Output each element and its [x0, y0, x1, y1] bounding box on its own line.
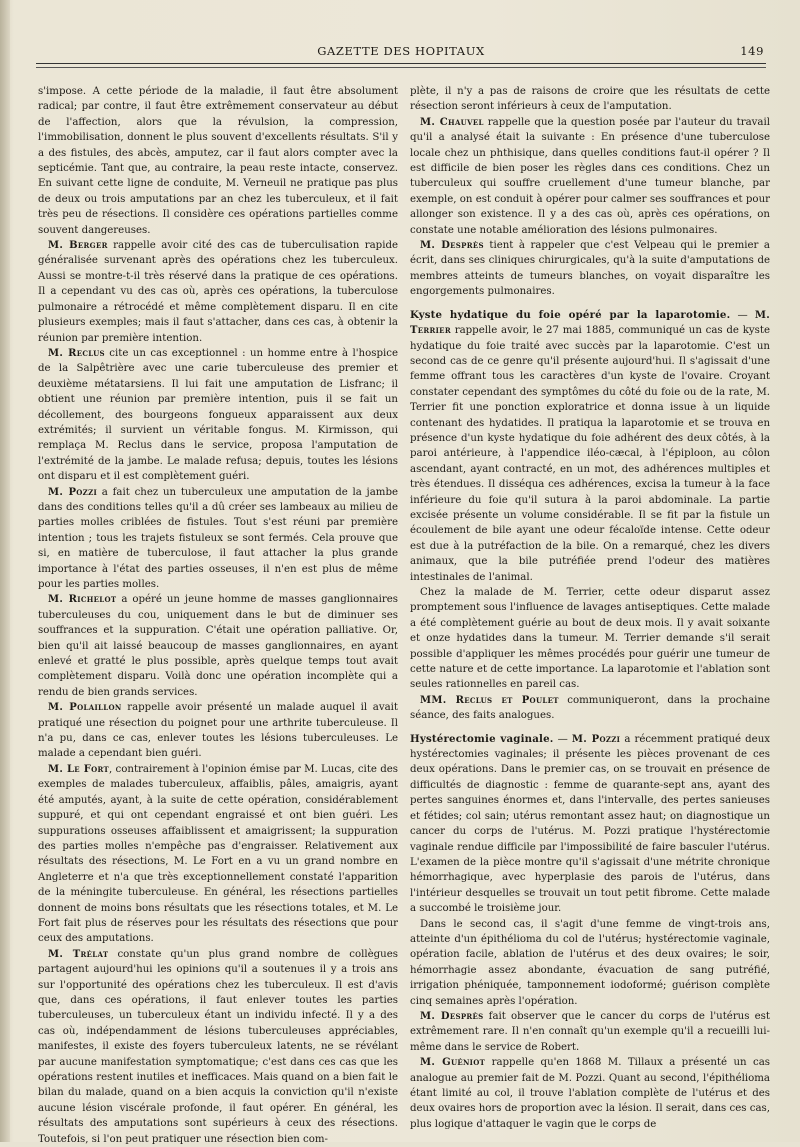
paragraph [38, 238, 398, 346]
section-paragraph [410, 732, 770, 917]
paragraph-text: cite un cas exceptionnel : un homme entre à l'hospice de la Salpêtrière avec une carie tuberculeuse des premier et deuxième métatarsiens. Il lui fait une amputation de Lisfranc; il obtient une réunion par première intention, puis il se fait un décollement, des bourgeons fongueux apparaissent aux deux extrémités; il survient un véritable fongus. M. Kirmisson, qui remplaça M. Reclus dans le service, proposa l'amputation de l'extrémité de la jambe. Le malade refusa; depuis, toutes les lésions ont disparu et il est complètement guéri. [38, 347, 398, 483]
paragraph-text: tient à rappeler que c'est Velpeau qui le premier a écrit, dans ses cliniques chirurgicales, qu'à la suite d'amputations de membres atteints de tumeurs blanches, on voyait disparaître les engorgements pulmonaires. [410, 240, 770, 298]
paragraph [410, 115, 770, 238]
paragraph-text: Dans le second cas, il s'agit d'une femme de vingt-trois ans, atteinte d'un épithélioma du col de l'utérus; hystérectomie vaginale, opération facile, ablation de l'utérus et des deux ovaires; le soir, hémorrhagie assez abondante, évacuation de sang putréfié, irrigation phéniquée, tamponnement iodoformé; guérison complète cinq semaines après l'opération. [410, 918, 770, 1007]
paragraph-text: a fait chez un tuberculeux une amputation de la jambe dans des conditions telles qu'il a dû créer ses lambeaux au milieu de parties molles criblées de fistules. Tout s'est réuni par première intention ; tous les trajets fistuleux se sont fermés. Cela prouve que si, en matière de tuberculose, il faut attacher la plus grande importance à l'état des parties osseuses, il n'en est plus de même pour les parties molles. [38, 486, 399, 590]
speaker-name: M. Pozzi [571, 733, 621, 745]
speaker-name: M. Guéniot [420, 1057, 486, 1069]
heading-dash: — [730, 309, 755, 321]
speaker-name: M. Desprès [420, 240, 484, 252]
speaker-name: M. Chauvel [420, 116, 484, 128]
paragraph [410, 917, 770, 1009]
header-rule-thin [36, 67, 766, 68]
paragraph [410, 84, 770, 115]
paragraph [410, 585, 770, 693]
page-spine [0, 0, 10, 1142]
paragraph-text: rappelle qu'en 1868 M. Tillaux a présenté un cas analogue au premier fait de M. Pozzi. Quant au second, l'épithélioma étant limité au col, il trouve l'ablation complète de l'utérus et des deux ovaires hors de proportion avec la lésion. Il serait, dans ces cas, plus logique d'attaquer le vagin que le corps de [410, 1057, 770, 1130]
speaker-name: M. Reclus [48, 347, 105, 359]
paragraph [410, 238, 770, 300]
paragraph-text: Chez la malade de M. Terrier, cette odeur disparut assez promptement sous l'influence de lavages antiseptiques. Cette malade a été complètement guérie au bout de deux mois. Il y avait soixante et onze hydatides dans la tumeur. M. Terrier demande s'il serait possible d'appliquer les mêmes procédés pour guérir une tumeur de cette nature et de cette importance. La laparotomie et l'ablation sont seules rationnelles en pareil cas. [410, 587, 770, 691]
paragraph-text: communiqueront, dans la prochaine séance, des faits analogues. [410, 694, 770, 722]
paragraph-text: plète, il n'y a pas de raisons de croire que les résultats de cette résection seront inférieurs à ceux de l'amputation. [410, 86, 770, 113]
left-column [38, 84, 399, 1145]
paragraph [38, 346, 398, 485]
section-heading: Hystérectomie vaginale. [410, 732, 554, 745]
paragraph [38, 700, 398, 762]
speaker-name: M. Le Fort [48, 763, 110, 775]
paragraph [410, 693, 770, 724]
paragraph-text: rappelle avoir cité des cas de tuberculisation rapide généralisée survenant après des opérations chez les tuberculeux. Aussi se montre-t-il très réservé dans la pratique de ces opérations. Il a cependant vu des cas où, après ces opérations, la tuberculose pulmonaire a rétrocédé et même complètement disparu. Il en cite plusieurs exemples; mais il faut s'attacher, dans ces cas, à obtenir la réunion par première intention. [38, 240, 398, 344]
speaker-name: M. Terrier [410, 309, 770, 337]
heading-dash: — [553, 733, 572, 745]
speaker-name: M. Richelot [48, 594, 117, 606]
paragraph [410, 1009, 770, 1055]
journal-title: GAZETTE DES HOPITAUX [317, 44, 485, 58]
paragraph-text: a opéré un jeune homme de masses ganglionnaires tuberculeuses du cou, uniquement dans le but de diminuer ses souffrances et la suppuration. C'était une opération palliative. Or, bien qu'il ait laissé beaucoup de masses ganglionnaires, en ayant enlevé et gratté le plus possible, après quelque temps tout avait complètement disparu. Voilà donc une opération incomplète qui a rendu de bien grands services. [38, 594, 398, 698]
paragraph-text: rappelle que la question posée par l'auteur du travail qu'il a analysé était la suivante : En présence d'une tuberculose locale chez un phthisique, dans quelles conditions faut-il opérer ? Il est difficile de bien poser les règles dans ces conditions. Chez un tuberculeux qui souffre cruellement d'une tumeur blanche, par exemple, on est conduit à opérer pour calmer ses souffrances et pour allonger son existence. Il y a des cas où, après ces opérations, on constate une notable amélioration des lésions pulmonaires. [410, 116, 770, 236]
section-heading: Kyste hydatique du foie opéré par la laparotomie. [410, 308, 731, 321]
paragraph-text: fait observer que le cancer du corps de l'utérus est extrêmement rare. Il n'en connaît qu'un exemple qu'il a recueilli lui-même dans le service de Robert. [410, 1010, 770, 1053]
speaker-name: M. Polaillon [48, 702, 122, 714]
paragraph [410, 1055, 770, 1132]
speaker-name: MM. Reclus et Poulet [420, 694, 559, 706]
paragraph [38, 947, 398, 1147]
paragraph-text: rappelle avoir, le 27 mai 1885, communiqué un cas de kyste hydatique du foie traité avec succès par la laparotomie. C'est un second cas de ce genre qu'il présente aujourd'hui. Il s'agissait d'une femme offrant tous les caractères d'un kyste de l'ovaire. Croyant constater cependant des symptômes du côté du foie ou de la rate, M. Terrier fit une ponction exploratrice et donna issue à un liquide contenant des hydatides. Il pratiqua la laparotomie et se trouva en présence d'un kyste hydatique du foie adhérent des deux côtés, à la paroi antérieure, à l'appendice iléo-cæcal, à l'épiploon, au côlon ascendant, ayant contracté, en un mot, des adhérences multiples et très étendues. Il disséqua ces adhérences, excisa la tumeur à la face inférieure du foie qu'il sutura à la paroi abdominale. La partie excisée présente un volume considérable. Il se fit par la fistule un écoulement de bile ayant une odeur fécaloïde intense. Cette odeur est due à la putréfaction de la bile. On a remarqué, chez les divers animaux, que la bile putréfiée prend l'odeur des matières intestinales de l'animal. [410, 325, 770, 583]
right-column [410, 84, 770, 1129]
speaker-name: M. Desprès [420, 1010, 484, 1022]
paragraph [38, 592, 398, 700]
paragraph-text: rappelle avoir présenté un malade auquel il avait pratiqué une résection du poignet pour une arthrite tuberculeuse. Il n'a pu, dans ce cas, enlever toutes les lésions tuberculeuses. Le malade a cependant bien guéri. [38, 702, 398, 760]
speaker-name: M. Trélat [48, 948, 109, 960]
paragraph-text: a récemment pratiqué deux hystérectomies vaginales; il présente les pièces provenant de ces deux opérations. Dans le premier cas, on se trouvait en présence de difficultés de diagnostic : femme de quarante-sept ans, ayant des pertes sanguines énormes et, dans l'intervalle, des pertes sanieuses et fétides; col sain; utérus remontant assez haut; on diagnostique un cancer du corps de l'utérus. M. Pozzi pratique l'hystérectomie vaginale rendue difficile par l'impossibilité de faire basculer l'utérus. L'examen de la pièce montre qu'il s'agissait d'une métrite chronique hémorrhagique, avec hyperplasie des parois de l'utérus, dans l'intérieur desquelles se trouvait un tout petit fibrome. Cette malade a succombé le troisième jour. [410, 733, 771, 915]
speaker-name: M. Berger [48, 240, 108, 252]
page-header [36, 44, 766, 62]
header-rule-thick [36, 63, 766, 64]
paragraph [38, 84, 398, 238]
section-paragraph [410, 308, 770, 585]
page-number: 149 [740, 44, 764, 58]
paragraph [38, 485, 398, 593]
paragraph-text: , contrairement à l'opinion émise par M. Lucas, cite des exemples de malades tuberculeux, affaiblis, pâles, amaigris, ayant été amputés, ayant, à la suite de cette opération, considérablement suppuré, et qui ont cependant engraissé et ont bien guéri. Les suppurations osseuses affaiblissent et amaigrissent; la suppuration des parties molles n'empêche pas d'engraisser. Relativement aux résultats des résections, M. Le Fort en a vu un grand nombre en Angleterre et n'a que très exceptionnellement constaté l'apparition de la méningite tuberculeuse. En général, les résections partielles donnent de moins bons résultats que les résections totales, et M. Le Fort fait plus de réserves pour les résultats des résections que pour ceux des amputations. [38, 763, 398, 945]
paragraph-text: constate qu'un plus grand nombre de collègues partagent aujourd'hui les opinions qu'il a soutenues il y a trois ans sur l'opportunité des opérations chez les tuberculeux. Il est d'avis que, dans ces opérations, il faut enlever toutes les parties tuberculeuses, un tuberculeux étant un individu infecté. Il y a des cas où, indépendamment de lésions tuberculeuses appréciables, manifestes, il existe des foyers tuberculeux latents, ne se révélant par aucune manifestation symptomatique; c'est dans ces cas que les opérations restent inutiles et inefficaces. Mais quand on a bien fait le bilan du malade, quand on a bien acquis la conviction qu'il n'existe aucune lésion viscérale profonde, il faut opérer. En général, les résultats des amputations sont supérieurs à ceux des résections. Toutefois, si l'on peut pratiquer une résection bien com- [38, 948, 398, 1145]
paragraph-text: s'impose. A cette période de la maladie, il faut être absolument radical; par contre, il faut être extrêmement conservateur au début de l'affection, alors que la révulsion, la compression, l'immobilisation, donnent le plus souvent d'excellents résultats. S'il y a des fistules, des abcès, amputez, car il faut alors compter avec la septicémie. Tant que, au contraire, la peau reste intacte, conservez. En suivant cette ligne de conduite, M. Verneuil ne pratique pas plus de deux ou trois amputations par an chez les tuberculeux, et il fait très peu de résections. Il considère ces opérations partielles comme souvent dangereuses. [38, 86, 398, 236]
paragraph [38, 762, 398, 947]
speaker-name: M. Pozzi [48, 486, 98, 498]
